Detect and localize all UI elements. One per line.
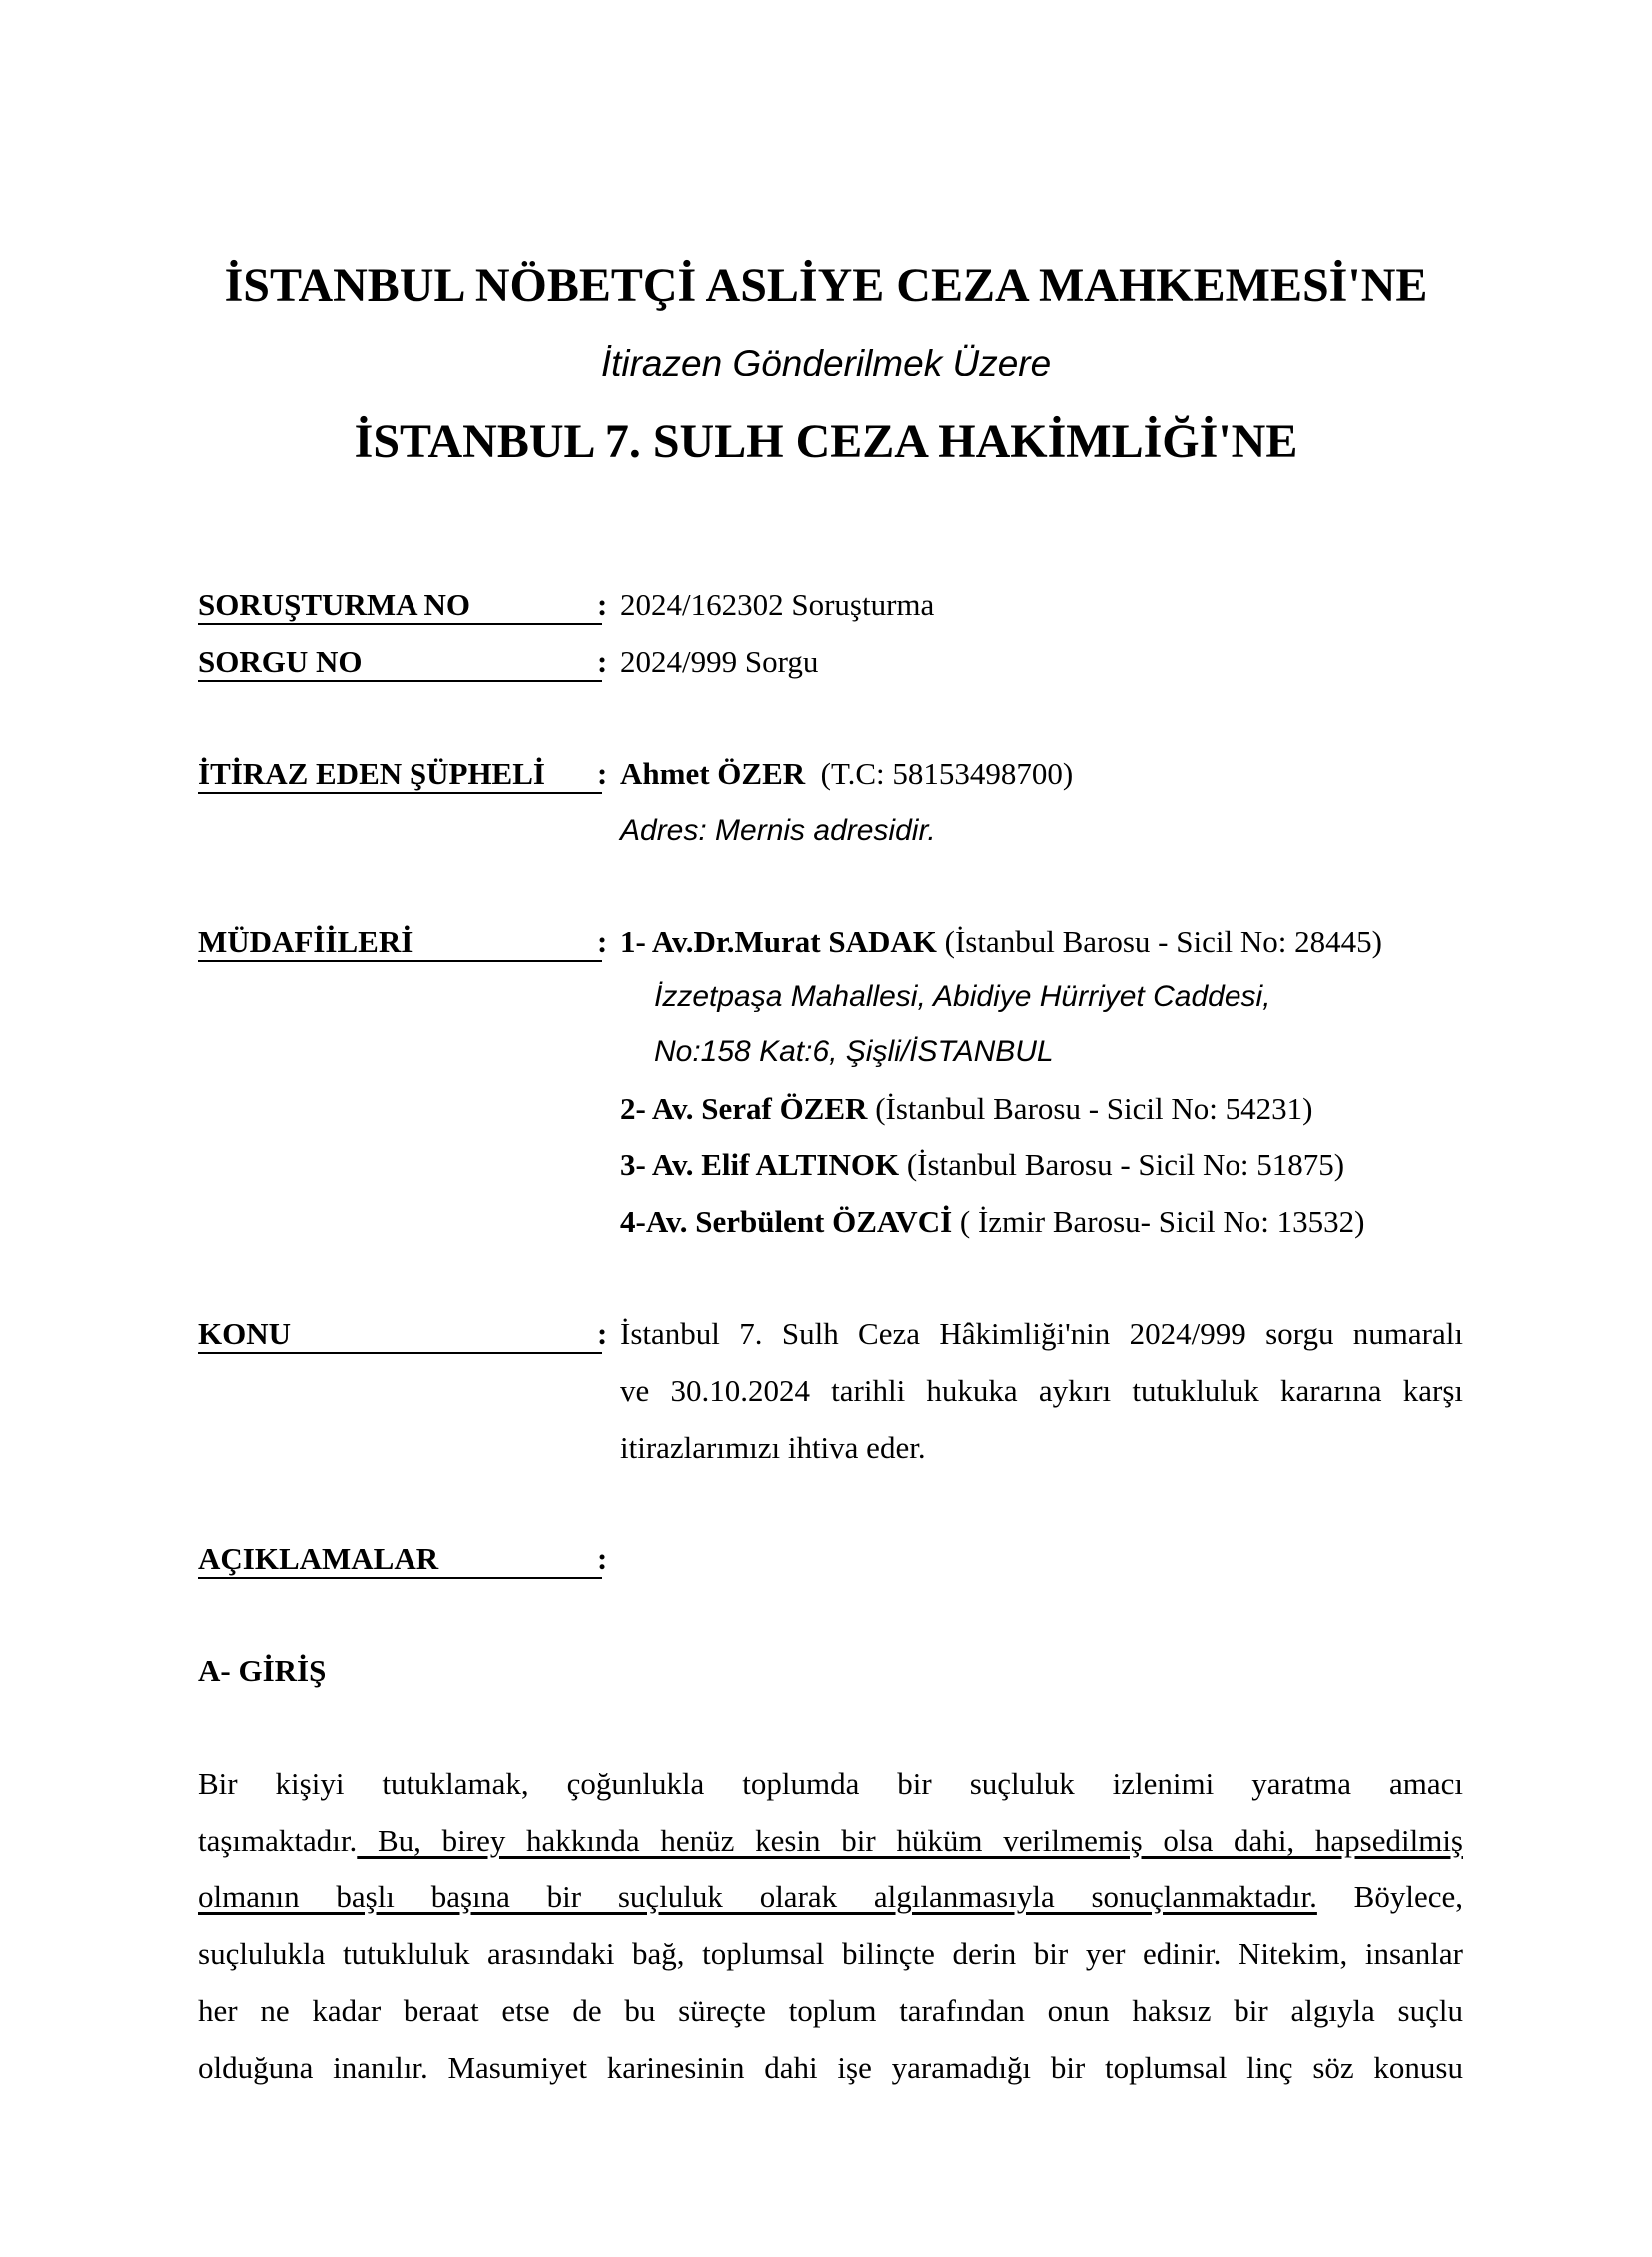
sorgu-value: 2024/999 Sorgu: [620, 644, 819, 679]
colon: :: [597, 924, 608, 959]
colon: :: [597, 1541, 608, 1576]
konu-line-3: itirazlarımızı ihtiva eder.: [620, 1430, 926, 1465]
section-heading: A- GİRİŞ: [198, 1653, 327, 1688]
counsel-2-bar: (İstanbul Barosu - Sicil No: 54231): [875, 1091, 1313, 1126]
sorusturma-value: 2024/162302 Soruşturma: [620, 587, 935, 622]
suspect-tc: (T.C: 58153498700): [820, 756, 1074, 791]
sorusturma-label: SORUŞTURMA NO: [198, 587, 602, 625]
paragraph-line: suçlulukla tutukluluk arasındaki bağ, toplumsal bilinçte derin bir yer edinir. Nitekim, insanlar: [198, 1936, 1463, 1971]
subtitle: İtirazen Gönderilmek Üzere: [600, 343, 1052, 383]
colon: :: [597, 644, 608, 679]
counsel-1-bar: (İstanbul Barosu - Sicil No: 28445): [944, 924, 1382, 959]
counsel-3-bar: (İstanbul Barosu - Sicil No: 51875): [906, 1147, 1345, 1182]
counsel-4: [620, 1204, 1364, 1240]
paragraph-text: taşımaktadır.: [198, 1823, 358, 1858]
counsel-1-no: 1-: [620, 924, 652, 959]
court-title-2: İSTANBUL 7. SULH CEZA HAKİMLİĞİ'NE: [354, 415, 1298, 468]
konu-line-2: ve 30.10.2024 tarihli hukuka aykırı tutukluluk kararına karşı: [620, 1373, 1463, 1408]
counsel-1-name: Av.Dr.Murat SADAK: [651, 924, 937, 959]
court-title: İSTANBUL NÖBETÇİ ASLİYE CEZA MAHKEMESİ'NE: [224, 259, 1428, 312]
sorgu-label: SORGU NO: [198, 644, 602, 682]
colon: :: [597, 587, 608, 622]
konu-line-1: İstanbul 7. Sulh Ceza Hâkimliği'nin 2024/999 sorgu numaralı: [620, 1316, 1463, 1351]
counsel-3-name: 3- Av. Elif ALTINOK: [620, 1147, 900, 1182]
counsel-4-name: 4-Av. Serbülent ÖZAVCİ: [620, 1204, 953, 1239]
paragraph-line: her ne kadar beraat etse de bu süreçte toplum tarafından onun haksız bir algıyla suçlu: [198, 1993, 1463, 2028]
paragraph-line: olduğuna inanılır. Masumiyet karinesinin dahi işe yaramadığı bir toplumsal linç söz konusu: [198, 2050, 1463, 2085]
suspect-address: Adres: Mernis adresidir.: [620, 814, 936, 847]
suspect-value: [620, 756, 1073, 792]
counsel-1-address-line2: No:158 Kat:6, Şişli/İSTANBUL: [654, 1035, 1054, 1068]
counsel-2: [620, 1091, 1312, 1127]
suspect-name: Ahmet ÖZER: [620, 756, 806, 791]
counsel-1: [620, 924, 1382, 960]
colon: :: [597, 756, 608, 791]
paragraph-line: [198, 1823, 1463, 1859]
underlined-text: olmanın başlı başına bir suçluluk olarak algılanmasıyla sonuçlanmaktadır.: [198, 1880, 1317, 1914]
counsel-1-address-line1: İzzetpaşa Mahallesi, Abidiye Hürriyet Caddesi,: [654, 980, 1271, 1013]
counsel-label: MÜDAFİİLERİ: [198, 924, 602, 962]
suspect-label: İTİRAZ EDEN ŞÜPHELİ: [198, 756, 602, 794]
aciklamalar-label: AÇIKLAMALAR: [198, 1541, 602, 1579]
underlined-text: Bu, birey hakkında henüz kesin bir hüküm verilmemiş olsa dahi, hapsedilmiş: [357, 1823, 1463, 1858]
paragraph-line: Bir kişiyi tutuklamak, çoğunlukla toplumda bir suçluluk izlenimi yaratma amacı: [198, 1766, 1463, 1801]
counsel-3: [620, 1147, 1344, 1183]
counsel-2-name: 2- Av. Seraf ÖZER: [620, 1091, 868, 1126]
counsel-4-bar: ( İzmir Barosu- Sicil No: 13532): [959, 1204, 1365, 1239]
paragraph-line: [198, 1880, 1463, 1915]
paragraph-text: Böylece,: [1316, 1880, 1463, 1914]
colon: :: [597, 1316, 608, 1351]
konu-label: KONU: [198, 1316, 602, 1354]
